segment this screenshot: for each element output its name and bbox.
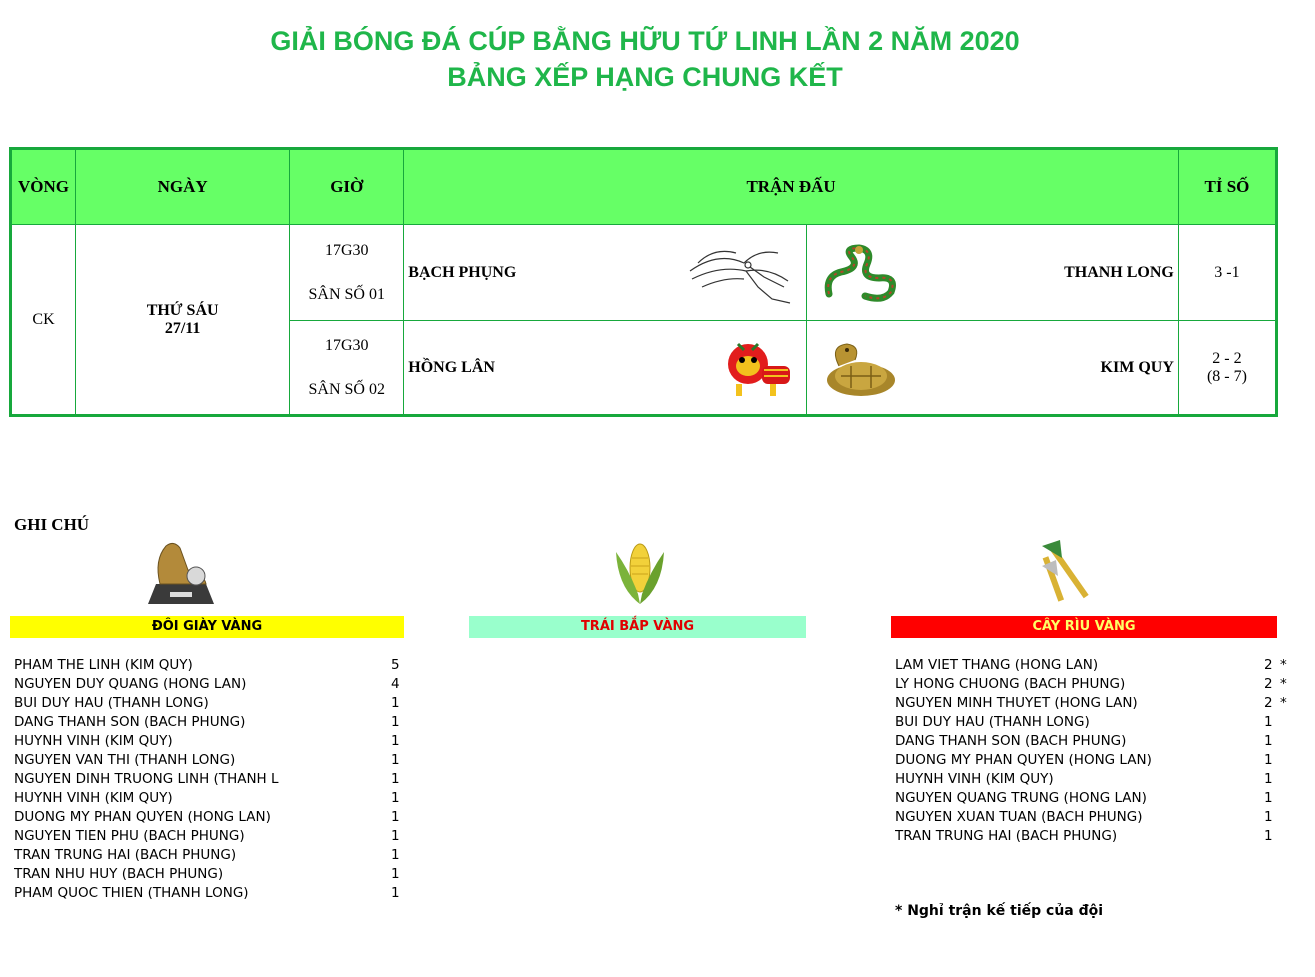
player-name: PHAM QUOC THIEN (THANH LONG) — [14, 885, 249, 901]
list-item — [14, 808, 404, 827]
player-name: NGUYEN DUY QUANG (HONG LAN) — [14, 676, 247, 692]
player-name: DUONG MY PHAN QUYEN (HONG LAN) — [14, 809, 271, 825]
list-item — [14, 770, 404, 789]
list-item — [895, 751, 1295, 770]
golden-boot-label: ĐÔI GIÀY VÀNG — [10, 616, 404, 638]
player-name: DANG THANH SON (BACH PHUNG) — [14, 714, 246, 730]
player-name: HUYNH VINH (KIM QUY) — [14, 733, 173, 749]
list-item — [895, 656, 1295, 675]
goal-count: 1 — [391, 771, 400, 787]
score-cell: 3 -1 — [1178, 225, 1276, 321]
lion-dance-icon — [724, 336, 794, 400]
list-item — [895, 770, 1295, 789]
goal-count: 1 — [391, 752, 400, 768]
player-name: BUI DUY HAU (THANH LONG) — [14, 695, 209, 711]
list-item — [895, 675, 1295, 694]
phoenix-icon — [688, 241, 794, 305]
list-item — [14, 789, 404, 808]
home-team-name: BẠCH PHỤNG — [408, 263, 517, 281]
goal-count: 1 — [391, 714, 400, 730]
home-team-name: HỒNG LÂN — [408, 358, 495, 376]
player-name: TRAN NHU HUY (BACH PHUNG) — [14, 866, 224, 882]
list-item — [14, 827, 404, 846]
suspension-mark: * — [1280, 676, 1287, 692]
player-name: DANG THANH SON (BACH PHUNG) — [895, 733, 1127, 749]
card-count: 1 — [1264, 809, 1273, 825]
player-name: NGUYEN TIEN PHU (BACH PHUNG) — [14, 828, 245, 844]
page-subtitle: BẢNG XẾP HẠNG CHUNG KẾT — [447, 62, 843, 92]
player-name: NGUYEN VAN THI (THANH LONG) — [14, 752, 236, 768]
player-name: NGUYEN XUAN TUAN (BACH PHUNG) — [895, 809, 1143, 825]
goal-count: 1 — [391, 790, 400, 806]
list-item — [14, 846, 404, 865]
goal-count: 1 — [391, 733, 400, 749]
time-cell — [290, 225, 404, 321]
date-label: 27/11 — [164, 319, 201, 337]
goal-count: 1 — [391, 828, 400, 844]
player-name: NGUYEN QUANG TRUNG (HONG LAN) — [895, 790, 1147, 806]
away-team-cell — [806, 225, 1178, 321]
list-item — [14, 694, 404, 713]
player-name: PHAM THE LINH (KIM QUY) — [14, 657, 193, 673]
schedule-table — [9, 147, 1278, 417]
list-item — [895, 808, 1295, 827]
list-item — [14, 675, 404, 694]
goal-count: 4 — [391, 676, 400, 692]
goal-count: 1 — [391, 885, 400, 901]
player-name: TRAN TRUNG HAI (BACH PHUNG) — [895, 828, 1118, 844]
card-count: 2 — [1264, 657, 1273, 673]
player-name: NGUYEN MINH THUYET (HONG LAN) — [895, 695, 1138, 711]
cards-list — [895, 656, 1295, 846]
suspension-mark: * — [1280, 695, 1287, 711]
list-item — [895, 789, 1295, 808]
list-item — [895, 827, 1295, 846]
away-team-name: KIM QUY — [1100, 358, 1174, 376]
match-field: SÂN SỐ 02 — [308, 380, 385, 398]
player-name: HUYNH VINH (KIM QUY) — [895, 771, 1054, 787]
match-field: SÂN SỐ 01 — [308, 285, 385, 303]
away-team-cell — [806, 321, 1178, 416]
header-time: GIỜ — [290, 149, 404, 225]
list-item — [14, 656, 404, 675]
time-cell — [290, 321, 404, 416]
header-date: NGÀY — [76, 149, 290, 225]
player-name: TRAN TRUNG HAI (BACH PHUNG) — [14, 847, 237, 863]
table-header-row — [11, 149, 1277, 225]
score-cell — [1178, 321, 1276, 416]
card-count: 1 — [1264, 752, 1273, 768]
goal-count: 1 — [391, 847, 400, 863]
match-time: 17G30 — [324, 336, 369, 354]
match-time: 17G30 — [324, 241, 369, 259]
suspension-mark: * — [1280, 657, 1287, 673]
list-item — [14, 751, 404, 770]
card-count: 2 — [1264, 695, 1273, 711]
list-item — [895, 694, 1295, 713]
header-score: TỈ SỐ — [1178, 149, 1276, 225]
axe-icon — [1036, 538, 1106, 604]
golden-turtle-icon — [821, 336, 901, 400]
away-team-name: THANH LONG — [1064, 263, 1174, 281]
list-item — [895, 713, 1295, 732]
score-value: 2 - 2 — [1212, 349, 1242, 367]
golden-corn-label: TRÁI BẮP VÀNG — [469, 616, 806, 638]
goal-count: 1 — [391, 866, 400, 882]
player-name: BUI DUY HAU (THANH LONG) — [895, 714, 1090, 730]
header-round: VÒNG — [11, 149, 76, 225]
player-name: LY HONG CHUONG (BACH PHUNG) — [895, 676, 1126, 692]
card-count: 1 — [1264, 771, 1273, 787]
card-count: 1 — [1264, 828, 1273, 844]
header-match: TRẬN ĐẤU — [404, 149, 1179, 225]
goal-count: 5 — [391, 657, 400, 673]
card-count: 1 — [1264, 714, 1273, 730]
card-count: 1 — [1264, 733, 1273, 749]
top-scorers-list — [14, 656, 404, 903]
table-row — [11, 225, 1277, 321]
corn-icon — [612, 538, 668, 606]
home-team-cell — [404, 225, 806, 321]
player-name: HUYNH VINH (KIM QUY) — [14, 790, 173, 806]
home-team-cell — [404, 321, 806, 416]
goal-count: 1 — [391, 809, 400, 825]
golden-boot-trophy-icon — [144, 540, 218, 606]
suspension-footnote: * Nghỉ trận kế tiếp của đội — [895, 903, 1104, 919]
player-name: NGUYEN DINH TRUONG LINH (THANH L — [14, 771, 279, 787]
penalty-score: (8 - 7) — [1206, 367, 1247, 385]
card-count: 1 — [1264, 790, 1273, 806]
notes-heading: GHI CHÚ — [14, 515, 90, 534]
page-title: GIẢI BÓNG ĐÁ CÚP BẰNG HỮU TỨ LINH LẦN 2 NĂM 2020 — [270, 26, 1020, 56]
dragon-icon — [821, 242, 905, 304]
list-item — [14, 865, 404, 884]
day-label: THỨ SÁU — [146, 301, 219, 319]
list-item — [14, 732, 404, 751]
list-item — [14, 884, 404, 903]
date-cell — [76, 225, 290, 416]
player-name: DUONG MY PHAN QUYEN (HONG LAN) — [895, 752, 1152, 768]
list-item — [895, 732, 1295, 751]
golden-axe-label: CÂY RÌU VÀNG — [891, 616, 1277, 638]
list-item — [14, 713, 404, 732]
round-cell: CK — [11, 225, 76, 416]
player-name: LAM VIET THANG (HONG LAN) — [895, 657, 1099, 673]
card-count: 2 — [1264, 676, 1273, 692]
goal-count: 1 — [391, 695, 400, 711]
